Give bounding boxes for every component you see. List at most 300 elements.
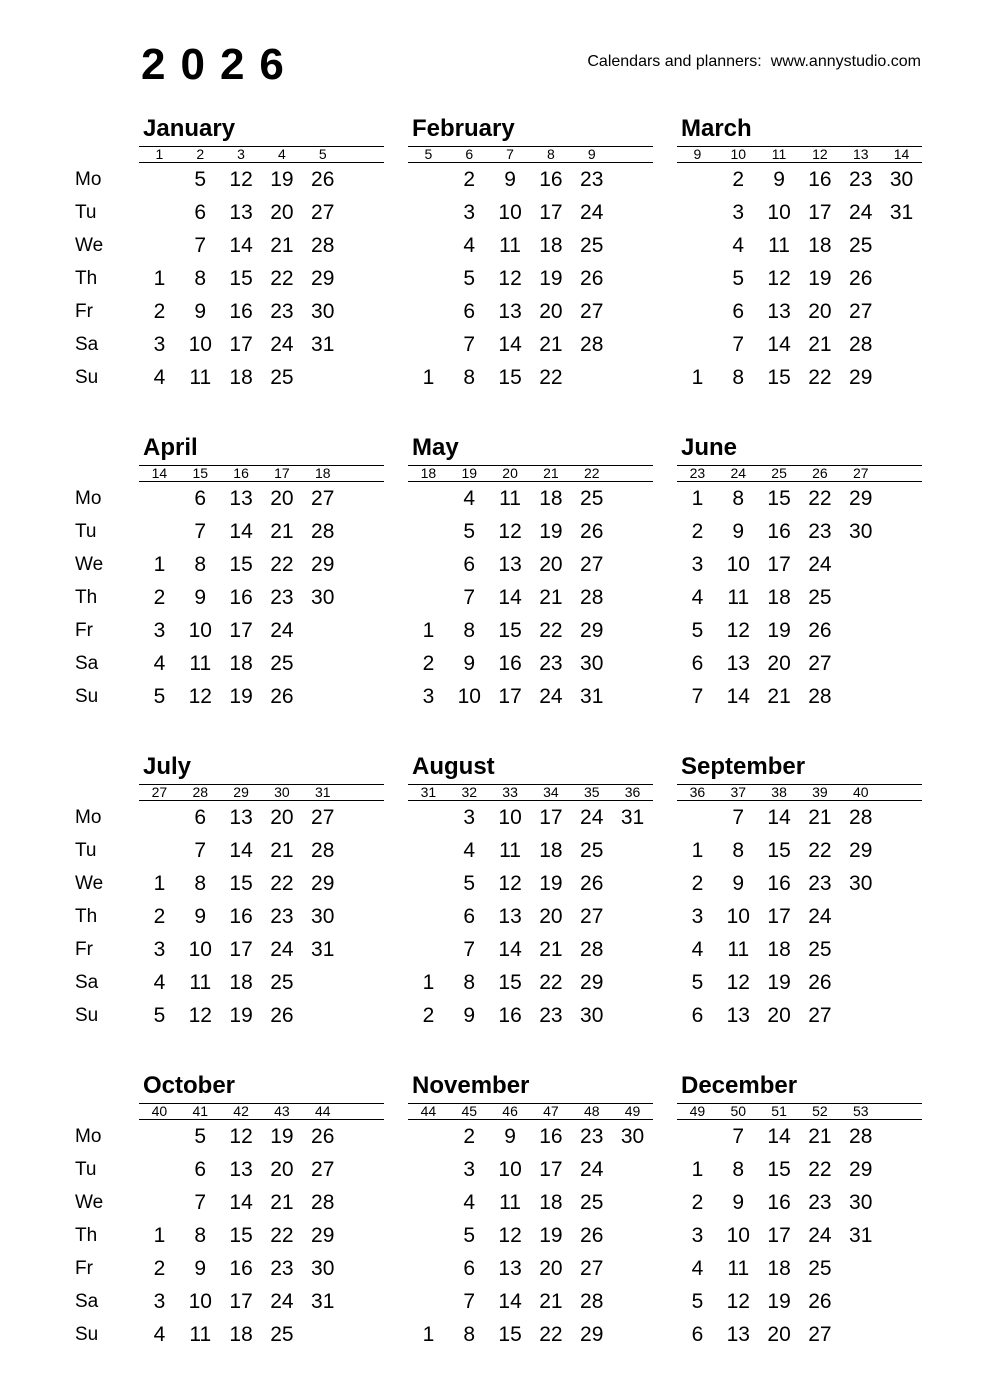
week-number-row: [677, 465, 922, 482]
date-cell: 18: [767, 586, 791, 609]
week-number-row: [677, 1103, 922, 1120]
date-cell: 6: [691, 1323, 704, 1346]
date-cell: 27: [311, 487, 335, 510]
weekday-label: Su: [75, 1005, 99, 1026]
date-cell: 31: [311, 333, 335, 356]
date-cell: 6: [194, 487, 207, 510]
week-number: 19: [461, 465, 478, 481]
week-number: 41: [192, 1103, 209, 1119]
date-cell: 25: [270, 1323, 294, 1346]
date-cell: 13: [726, 1323, 750, 1346]
date-row-tu: [677, 834, 922, 867]
date-cell: 26: [580, 872, 604, 895]
date-cell: 5: [691, 619, 704, 642]
date-cell: 22: [808, 1158, 832, 1181]
date-row-mo: [677, 482, 922, 515]
date-cell: 6: [691, 1004, 704, 1027]
date-cell: [612, 933, 653, 966]
date-row-tu: [139, 196, 384, 229]
date-row-th: [139, 900, 384, 933]
weekday-label: Su: [75, 686, 99, 707]
date-cell: 7: [194, 234, 207, 257]
date-cell: [881, 966, 922, 999]
date-cell: 23: [580, 168, 604, 191]
date-cell: 13: [726, 1004, 750, 1027]
date-cell: 19: [767, 619, 791, 642]
week-number: 51: [771, 1103, 787, 1119]
date-cell: 16: [229, 586, 253, 609]
week-number: 26: [812, 465, 828, 481]
date-cell: 2: [463, 168, 476, 191]
date-cell: 14: [498, 938, 522, 961]
date-cell: 8: [463, 1323, 476, 1346]
date-cell: 24: [580, 806, 604, 829]
week-number: [343, 1104, 384, 1119]
date-cell: [840, 614, 881, 647]
date-cell: 25: [270, 971, 294, 994]
date-cell: 21: [270, 1191, 294, 1214]
weekday-label: Tu: [75, 521, 97, 542]
date-row-sa: [677, 647, 922, 680]
date-row-we: [677, 229, 922, 262]
date-cell: 4: [153, 652, 166, 675]
date-cell: 1: [422, 1323, 435, 1346]
date-cell: 30: [580, 652, 604, 675]
date-row-we: [139, 1186, 384, 1219]
date-row-tu: [677, 515, 922, 548]
date-cell: [677, 229, 718, 262]
date-cell: [139, 1153, 180, 1186]
week-number: 34: [543, 784, 559, 800]
date-cell: 29: [311, 1224, 335, 1247]
date-cell: 25: [808, 1257, 832, 1280]
date-row-fr: [408, 614, 653, 647]
date-row-tu: [139, 1153, 384, 1186]
date-cell: 18: [229, 971, 253, 994]
date-cell: 20: [539, 905, 563, 928]
date-cell: [881, 515, 922, 548]
month-october: [139, 1069, 384, 1351]
week-number: 24: [730, 465, 747, 481]
date-cell: 3: [463, 806, 476, 829]
date-cell: 17: [539, 806, 563, 829]
date-cell: [612, 1219, 653, 1252]
date-cell: 4: [691, 938, 704, 961]
date-row-fr: [408, 1252, 653, 1285]
week-number: 12: [812, 146, 828, 162]
weekday-label: We: [75, 554, 104, 575]
date-cell: 2: [422, 1004, 435, 1027]
weekday-label: We: [75, 873, 104, 894]
date-row-th: [408, 900, 653, 933]
week-number: 14: [151, 465, 168, 481]
week-number: [881, 785, 922, 800]
calendar-band-row-3: [0, 750, 1000, 1033]
date-cell: 28: [580, 1290, 604, 1313]
date-cell: [343, 680, 384, 713]
date-cell: [612, 680, 653, 713]
date-cell: [408, 900, 449, 933]
date-row-mo: [677, 163, 922, 196]
week-number: 23: [689, 465, 706, 481]
date-cell: [840, 581, 881, 614]
date-row-th: [139, 262, 384, 295]
date-cell: 11: [499, 487, 521, 510]
date-cell: 13: [767, 300, 791, 323]
date-cell: [408, 1285, 449, 1318]
tagline-url: www.annystudio.com: [770, 53, 921, 70]
date-cell: [881, 548, 922, 581]
date-cell: [881, 482, 922, 515]
weekday-label: Fr: [75, 939, 93, 960]
week-number: 29: [233, 784, 249, 800]
date-cell: 12: [767, 267, 791, 290]
date-cell: 23: [808, 520, 832, 543]
date-cell: 3: [691, 905, 704, 928]
date-cell: 27: [311, 806, 335, 829]
month-title: March: [681, 115, 752, 142]
week-number: 36: [624, 784, 641, 800]
date-cell: [612, 229, 653, 262]
date-cell: [840, 548, 881, 581]
date-cell: [408, 196, 449, 229]
date-cell: [612, 515, 653, 548]
date-cell: 3: [153, 938, 166, 961]
date-cell: 20: [539, 553, 563, 576]
date-row-we: [677, 548, 922, 581]
date-cell: 21: [808, 806, 832, 829]
date-cell: 18: [229, 1323, 253, 1346]
week-number: 43: [274, 1103, 290, 1119]
date-cell: 26: [270, 1004, 294, 1027]
date-cell: 24: [270, 938, 294, 961]
date-cell: 30: [311, 905, 335, 928]
date-cell: 26: [311, 168, 335, 191]
tagline-label: Calendars and planners:: [587, 53, 762, 70]
date-cell: 6: [194, 1158, 207, 1181]
date-cell: 12: [726, 971, 750, 994]
weekday-label: Fr: [75, 620, 93, 641]
date-cell: [881, 900, 922, 933]
week-number: [881, 466, 922, 481]
date-cell: 4: [463, 487, 476, 510]
date-cell: 3: [463, 201, 476, 224]
date-row-su: [139, 1318, 384, 1351]
date-row-th: [677, 900, 922, 933]
date-cell: 12: [229, 168, 253, 191]
date-cell: 14: [767, 333, 791, 356]
week-number: 16: [233, 465, 249, 481]
weekday-label: Mo: [75, 488, 102, 509]
date-cell: 11: [189, 1323, 212, 1346]
date-cell: [881, 1318, 922, 1351]
date-cell: 27: [311, 201, 335, 224]
date-cell: 10: [498, 806, 522, 829]
week-number: 39: [812, 784, 828, 800]
date-cell: 12: [726, 1290, 750, 1313]
date-cell: 15: [498, 1323, 522, 1346]
date-cell: [408, 801, 449, 834]
date-cell: 16: [498, 1004, 522, 1027]
date-cell: 22: [808, 366, 832, 389]
date-cell: 13: [229, 806, 253, 829]
date-cell: 23: [580, 1125, 604, 1148]
date-cell: 11: [499, 234, 521, 257]
date-cell: [139, 834, 180, 867]
date-cell: [343, 1219, 384, 1252]
date-cell: 11: [189, 652, 212, 675]
date-cell: 10: [767, 201, 791, 224]
date-cell: 7: [194, 1191, 207, 1214]
date-cell: [612, 900, 653, 933]
date-cell: 2: [422, 652, 435, 675]
date-cell: 17: [767, 905, 791, 928]
date-cell: 21: [808, 333, 832, 356]
date-cell: [677, 328, 718, 361]
date-cell: 30: [580, 1004, 604, 1027]
date-cell: 14: [229, 1191, 253, 1214]
date-cell: 16: [498, 652, 522, 675]
week-number: 15: [192, 465, 209, 481]
date-cell: [612, 834, 653, 867]
date-cell: 10: [188, 619, 212, 642]
date-cell: [881, 1219, 922, 1252]
date-cell: 14: [726, 685, 750, 708]
week-number: 35: [583, 784, 600, 800]
date-cell: 14: [498, 333, 522, 356]
week-number: 52: [812, 1103, 828, 1119]
date-cell: 13: [726, 652, 750, 675]
date-cell: 29: [580, 971, 604, 994]
date-cell: [612, 1318, 653, 1351]
date-row-we: [677, 867, 922, 900]
date-cell: [343, 867, 384, 900]
date-cell: [881, 614, 922, 647]
date-cell: [840, 1285, 881, 1318]
date-cell: 18: [229, 366, 253, 389]
date-cell: 31: [311, 938, 335, 961]
date-cell: 24: [580, 201, 604, 224]
date-cell: [881, 295, 922, 328]
date-cell: 23: [539, 1004, 563, 1027]
date-cell: 29: [849, 366, 873, 389]
date-cell: 19: [539, 1224, 563, 1247]
date-cell: 7: [194, 839, 207, 862]
date-cell: 1: [153, 1224, 166, 1247]
date-cell: 8: [463, 366, 476, 389]
date-cell: 9: [732, 1191, 745, 1214]
date-cell: 30: [311, 1257, 335, 1280]
weekday-label: Tu: [75, 840, 97, 861]
date-cell: 21: [270, 234, 294, 257]
month-title: August: [412, 753, 495, 780]
date-cell: 8: [463, 619, 476, 642]
date-cell: 15: [767, 839, 791, 862]
date-cell: [840, 999, 881, 1032]
date-cell: 11: [499, 839, 521, 862]
date-cell: [343, 614, 384, 647]
date-cell: 13: [498, 905, 522, 928]
date-cell: [840, 680, 881, 713]
date-cell: [840, 966, 881, 999]
month-september: [677, 750, 922, 1032]
week-number: 32: [461, 784, 478, 800]
weekday-label: We: [75, 1192, 104, 1213]
date-cell: 2: [153, 586, 166, 609]
date-cell: [408, 1120, 449, 1153]
date-cell: 11: [499, 1191, 521, 1214]
date-cell: [612, 482, 653, 515]
week-number-row: [677, 146, 922, 163]
month-title: April: [143, 434, 198, 461]
date-cell: 28: [580, 333, 604, 356]
date-cell: 24: [580, 1158, 604, 1181]
date-cell: [612, 548, 653, 581]
date-cell: [343, 328, 384, 361]
date-cell: 18: [767, 938, 791, 961]
date-cell: 13: [229, 487, 253, 510]
weekday-label: Th: [75, 906, 98, 927]
calendar-band-row-2: [0, 431, 1000, 714]
date-cell: 6: [463, 300, 476, 323]
date-cell: 27: [849, 300, 873, 323]
date-cell: 6: [732, 300, 745, 323]
date-row-fr: [139, 933, 384, 966]
date-cell: 11: [727, 586, 750, 609]
date-cell: 17: [767, 1224, 791, 1247]
date-cell: 5: [732, 267, 745, 290]
date-row-fr: [408, 295, 653, 328]
date-cell: 30: [311, 300, 335, 323]
date-cell: 1: [153, 267, 166, 290]
date-cell: [881, 361, 922, 394]
week-number: 37: [730, 784, 747, 800]
week-number: 4: [278, 146, 286, 162]
date-cell: 26: [580, 267, 604, 290]
date-cell: 26: [311, 1125, 335, 1148]
week-number: 18: [420, 465, 437, 481]
header-tagline: [587, 53, 921, 71]
week-number: 30: [274, 784, 290, 800]
date-cell: 15: [767, 1158, 791, 1181]
date-cell: [612, 1153, 653, 1186]
date-cell: 14: [498, 586, 522, 609]
date-cell: [881, 680, 922, 713]
date-cell: 15: [498, 366, 522, 389]
week-number: [343, 147, 384, 162]
date-row-th: [677, 1219, 922, 1252]
date-cell: 6: [463, 1257, 476, 1280]
date-cell: 22: [270, 553, 294, 576]
date-cell: 24: [270, 1290, 294, 1313]
date-cell: 14: [498, 1290, 522, 1313]
month-december: [677, 1069, 922, 1351]
date-cell: 8: [194, 1224, 207, 1247]
date-cell: [343, 361, 384, 394]
date-cell: 27: [580, 905, 604, 928]
date-cell: [408, 581, 449, 614]
date-cell: 23: [539, 652, 563, 675]
week-number: 1: [155, 146, 164, 162]
date-cell: [343, 1318, 384, 1351]
date-cell: [408, 933, 449, 966]
date-row-th: [139, 581, 384, 614]
week-number: 47: [543, 1103, 559, 1119]
date-cell: [408, 515, 449, 548]
date-cell: [881, 262, 922, 295]
date-cell: 4: [153, 1323, 166, 1346]
date-cell: 25: [808, 586, 832, 609]
weekday-label: We: [75, 235, 104, 256]
date-cell: 2: [691, 520, 704, 543]
date-cell: 10: [726, 905, 750, 928]
month-november: [408, 1069, 653, 1351]
date-cell: 4: [153, 971, 166, 994]
date-cell: [302, 680, 343, 713]
week-number-row: [139, 146, 384, 163]
date-row-fr: [408, 933, 653, 966]
date-row-mo: [139, 482, 384, 515]
month-title: November: [412, 1072, 530, 1099]
date-cell: 18: [539, 1191, 563, 1214]
date-cell: 3: [732, 201, 745, 224]
date-cell: 31: [620, 806, 645, 829]
date-cell: 19: [539, 267, 563, 290]
week-number: 40: [852, 784, 869, 800]
month-title: February: [412, 115, 515, 142]
date-cell: 13: [498, 1257, 522, 1280]
date-cell: 10: [498, 201, 522, 224]
date-row-su: [139, 361, 384, 394]
date-cell: 17: [229, 1290, 253, 1313]
weekday-label: Sa: [75, 1291, 99, 1312]
year-title: 2026: [141, 40, 299, 89]
weekday-label: Sa: [75, 653, 99, 674]
date-row-we: [677, 1186, 922, 1219]
date-cell: 10: [726, 553, 750, 576]
date-cell: [881, 229, 922, 262]
weekday-label: Th: [75, 1225, 98, 1246]
date-cell: [612, 966, 653, 999]
date-cell: 1: [422, 619, 435, 642]
week-number: 49: [624, 1103, 641, 1119]
date-cell: [677, 1120, 718, 1153]
date-row-we: [408, 548, 653, 581]
date-cell: 12: [498, 1224, 522, 1247]
date-cell: 20: [767, 652, 791, 675]
date-cell: 7: [463, 938, 476, 961]
date-row-fr: [677, 614, 922, 647]
date-cell: 12: [726, 619, 750, 642]
date-cell: 4: [691, 1257, 704, 1280]
date-cell: 3: [691, 553, 704, 576]
weekday-label-column: [75, 482, 119, 713]
date-cell: 8: [732, 839, 745, 862]
date-cell: 17: [229, 938, 253, 961]
date-cell: [881, 328, 922, 361]
date-cell: [343, 1186, 384, 1219]
week-number: 21: [543, 465, 559, 481]
date-row-sa: [677, 1285, 922, 1318]
date-cell: [302, 361, 343, 394]
date-row-fr: [677, 933, 922, 966]
date-cell: 21: [539, 938, 563, 961]
date-row-su: [677, 1318, 922, 1351]
date-cell: 28: [849, 1125, 873, 1148]
date-row-fr: [677, 295, 922, 328]
date-cell: 11: [727, 938, 750, 961]
date-cell: [139, 229, 180, 262]
